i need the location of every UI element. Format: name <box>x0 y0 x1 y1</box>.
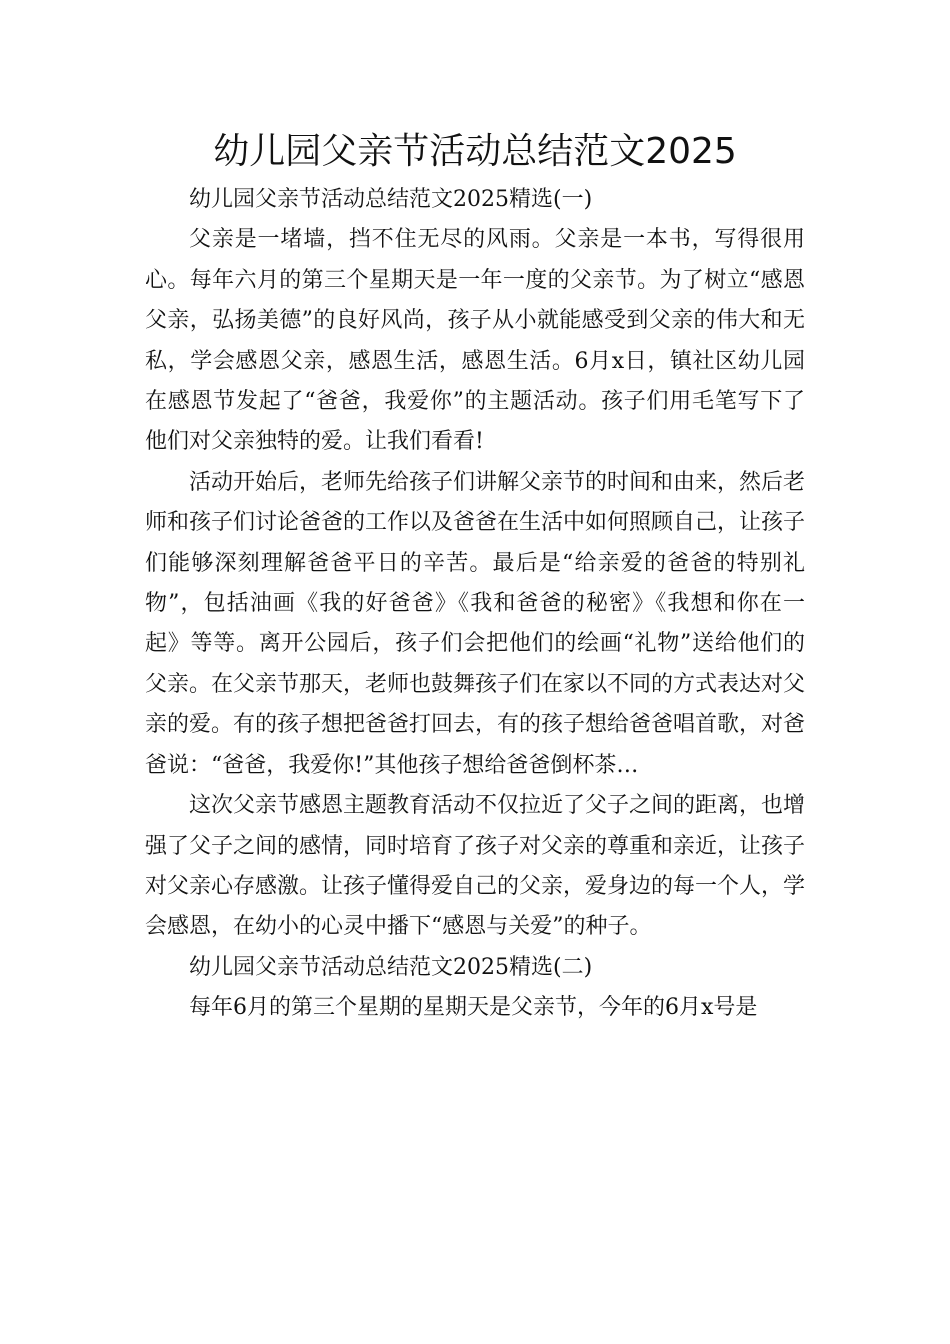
paragraph-2: 活动开始后，老师先给孩子们讲解父亲节的时间和由来，然后老师和孩子们讨论爸爸的工作以及爸爸在生活中如何照顾自己，让孩子们能够深刻理解爸爸平日的辛苦。最后是“给亲爱的爸爸的特别礼物”，包括油画《我的好爸爸》《我和爸爸的秘密》《我想和你在一起》等等。离开公园后，孩子们会把他们的绘画“礼物”送给他们的父亲。在父亲节那天，老师也鼓舞孩子们在家以不同的方式表达对父亲的爱。有的孩子想把爸爸打回去，有的孩子想给爸爸唱首歌，对爸爸说：“爸爸，我爱你!”其他孩子想给爸爸倒杯茶… <box>145 469 806 778</box>
section-heading-1: 幼儿园父亲节活动总结范文2025精选(一) <box>189 187 593 212</box>
paragraph-1: 父亲是一堵墙，挡不住无尽的风雨。父亲是一本书，写得很用心。每年六月的第三个星期天是一年一度的父亲节。为了树立“感恩父亲，弘扬美德”的良好风尚，孩子从小就能感受到父亲的伟大和无私，学会感恩父亲，感恩生活，感恩生活。6月x日，镇社区幼儿园在感恩节发起了“爸爸，我爱你”的主题活动。孩子们用毛笔写下了他们对父亲独特的爱。让我们看看! <box>145 227 805 455</box>
paragraph-4: 每年6月的第三个星期的星期天是父亲节，今年的6月x号是 <box>189 995 758 1021</box>
section-heading-2: 幼儿园父亲节活动总结范文2025精选(二) <box>189 954 593 980</box>
document-body <box>145 180 805 1029</box>
document-title: 幼儿园父亲节活动总结范文2025 <box>213 131 737 172</box>
paragraph-3: 这次父亲节感恩主题教育活动不仅拉近了父子之间的距离，也增强了父子之间的感情，同时培育了孩子对父亲的尊重和亲近，让孩子对父亲心存感激。让孩子懂得爱自己的父亲，爱身边的每一个人，学会感恩，在幼小的心灵中播下“感恩与关爱”的种子。 <box>145 793 806 940</box>
